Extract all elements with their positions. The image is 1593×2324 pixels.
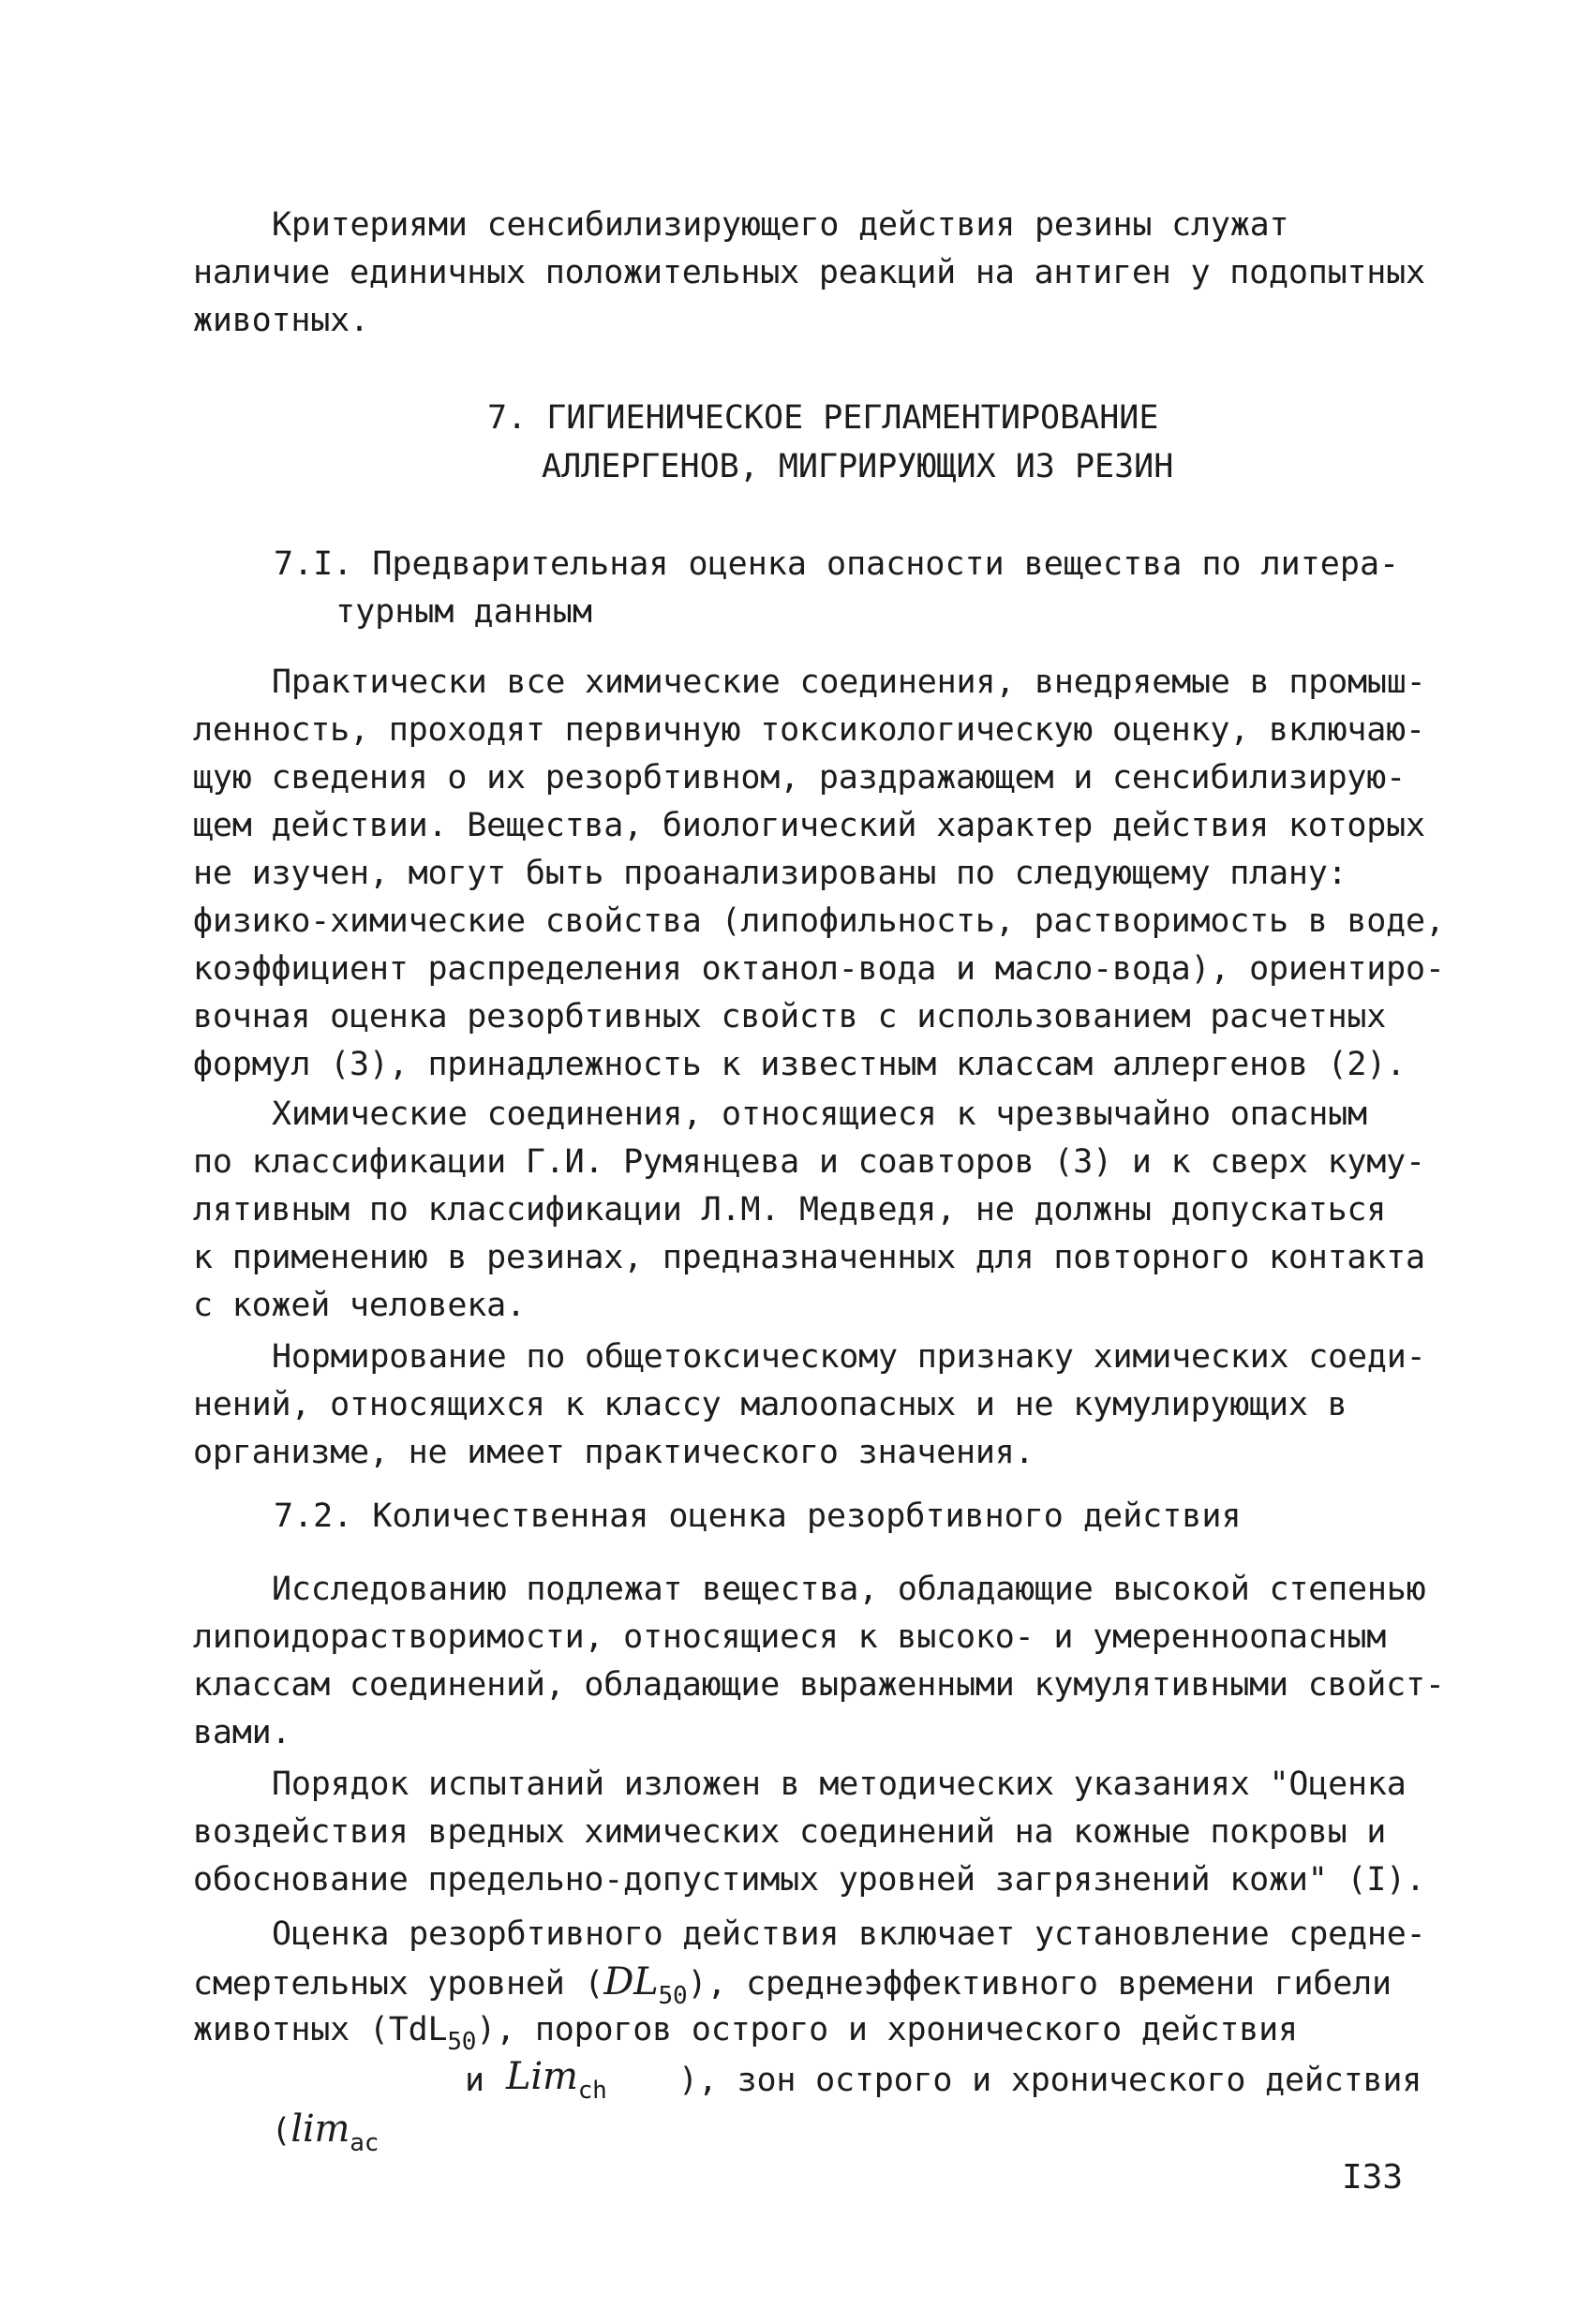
tdl-subscript: 50: [447, 2028, 477, 2056]
paragraph-line: физико-химические свойства (липофильность, растворимость в воде,: [193, 902, 1445, 940]
paragraph-line: лятивным по классификации Л.М. Медведя, не должны допускаться: [193, 1191, 1387, 1229]
paragraph-line: коэффициент распределения октанол-вода и масло-вода), ориентиро-: [193, 950, 1445, 988]
paragraph-line: щем действии. Вещества, биологический характер действия которых: [193, 807, 1425, 844]
paragraph-line: вочная оценка резорбтивных свойств с использованием расчетных: [193, 998, 1387, 1035]
page-number: I33: [1342, 2158, 1404, 2197]
text-span: ), порогов острого и хронического действия: [476, 2011, 1298, 2048]
lim-ac-symbol: lim: [290, 2108, 350, 2151]
lim-ch-symbol: Lim: [506, 2055, 578, 2098]
paragraph-line: липоидорастворимости, относящиеся к высоко- и умеренноопасным: [193, 1618, 1387, 1656]
paragraph-line: вами.: [193, 1714, 291, 1751]
paragraph-line: организме, не имеет практического значения.: [193, 1434, 1035, 1471]
paragraph-line: Оценка резорбтивного действия включает установление средне-: [272, 1915, 1426, 1953]
paragraph-line: [193, 2056, 379, 2207]
section-7-2-title: 7.2. Количественная оценка резорбтивного действия: [274, 1497, 1242, 1535]
paragraph-line: не изучен, могут быть проанализированы по следующему плану:: [193, 855, 1347, 892]
open-paren: (: [271, 2112, 291, 2150]
lim-ch-group: [506, 2052, 607, 2106]
paragraph-line: [193, 2005, 1298, 2057]
paragraph-line: ленность, проходят первичную токсикологическую оценку, включаю-: [193, 711, 1425, 749]
paragraph-line: щую сведения о их резорбтивном, раздражающем и сенсибилизирую-: [193, 759, 1407, 797]
text-span: животных (: [193, 2011, 389, 2048]
paragraph-line: формул (3), принадлежность к известным классам аллергенов (2).: [193, 1046, 1407, 1083]
paragraph-line: обоснование предельно-допустимых уровней загрязнений кожи" (I).: [193, 1861, 1425, 1899]
paragraph-line: Нормирование по общетоксическому признаку химических соеди-: [272, 1338, 1426, 1376]
lim-ac-subscript: ac: [350, 2129, 380, 2157]
paragraph-line: с кожей человека.: [193, 1287, 526, 1324]
paragraph-line: Химические соединения, относящиеся к чрезвычайно опасным: [272, 1095, 1367, 1133]
text-span: смертельных уровней (: [193, 1965, 604, 2003]
text-span: ), среднеэффективного времени гибели: [687, 1965, 1392, 2003]
intro-line: животных.: [193, 302, 369, 339]
paragraph-line: классам соединений, обладающие выраженными кумулятивными свойст-: [193, 1666, 1445, 1704]
section-7-title: АЛЛЕРГЕНОВ, МИГРИРУЮЩИХ ИЗ РЕЗИН: [542, 448, 1174, 485]
section-7-1-title: турным данным: [335, 593, 592, 631]
intro-line: наличие единичных положительных реакций на антиген у подопытных: [193, 254, 1425, 291]
paragraph-line: Порядок испытаний изложен в методических указаниях "Оценка: [272, 1765, 1407, 1803]
paragraph-line: воздействия вредных химических соединений на кожные покровы и: [193, 1813, 1387, 1851]
dl-subscript: 50: [658, 1982, 688, 2010]
dl-symbol: DL: [603, 1960, 659, 2004]
paragraph-line: [193, 1958, 1392, 2011]
section-7-title: 7. ГИГИЕНИЧЕСКОЕ РЕГЛАМЕНТИРОВАНИЕ: [487, 399, 1159, 437]
paragraph-line: нений, относящихся к классу малоопасных и не кумулирующих в: [193, 1386, 1347, 1423]
section-7-1-title: 7.I. Предварительная оценка опасности вещества по литера-: [274, 545, 1400, 583]
tdl-symbol: TdL: [388, 2011, 448, 2048]
paragraph-line: по классификации Г.И. Румянцева и соавторов (3) и к сверх куму-: [193, 1143, 1425, 1181]
paragraph-line-and: и: [465, 2062, 484, 2099]
intro-line: Критериями сенсибилизирующего действия резины служат: [272, 206, 1289, 244]
paragraph-line: к применению в резинах, предназначенных для повторного контакта: [193, 1239, 1425, 1276]
paragraph-line: Исследованию подлежат вещества, обладающие высокой степенью: [272, 1571, 1426, 1608]
lim-ch-subscript: ch: [577, 2077, 607, 2105]
paragraph-line-tail: ), зон острого и хронического действия: [678, 2062, 1422, 2099]
paragraph-line: Практически все химические соединения, внедряемые в промыш-: [272, 663, 1426, 701]
